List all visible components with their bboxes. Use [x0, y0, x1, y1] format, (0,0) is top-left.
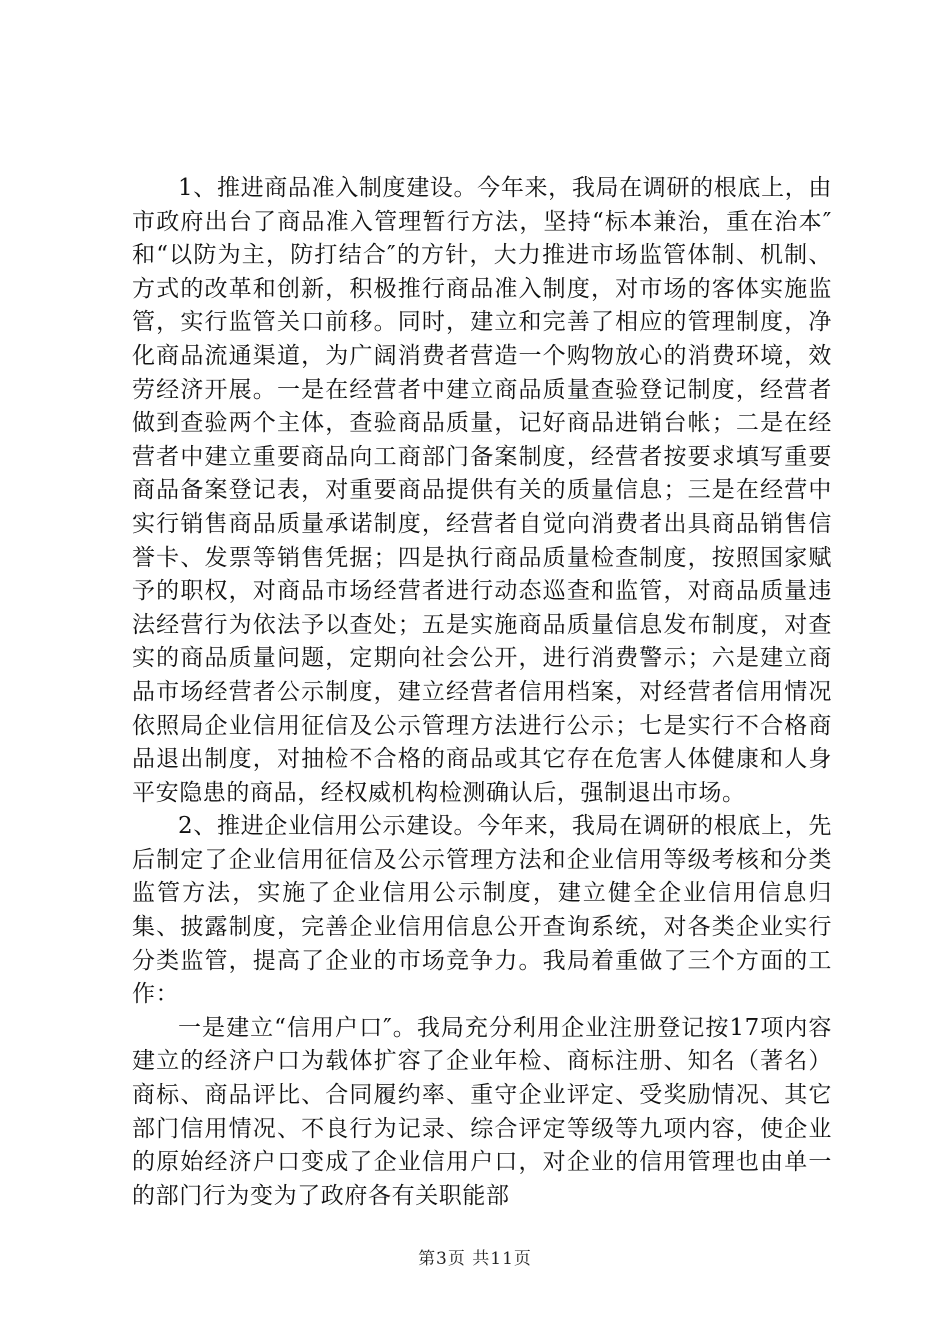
document-body: [132, 172, 832, 1213]
paragraph-credit-account: 一是建立“信用户口″。我局充分利用企业注册登记按17项内容建立的经济户口为载体扩容了企业年检、商标注册、知名（著名）商标、商品评比、合同履约率、重守企业评定、受奖励情况、其它部门信用情况、不良行为记录、综合评定等级等九项内容，使企业的原始经济户口变成了企业信用户口，对企业的信用管理也由单一的部门行为变为了政府各有关职能部: [132, 1014, 832, 1209]
paragraph-credit-disclosure: 2、推进企业信用公示建设。今年来，我局在调研的根底上，先后制定了企业信用征信及公示管理方法和企业信用等级考核和分类监管方法，实施了企业信用公示制度，建立健全企业信用信息归集、披露制度，完善企业信用信息公开查询系统，对各类企业实行分类监管，提高了企业的市场竞争力。我局着重做了三个方面的工作：: [132, 813, 832, 1008]
page-number-footer: 第3页 共11页: [418, 1249, 532, 1269]
paragraph-product-access: 1、推进商品准入制度建设。今年来，我局在调研的根底上，由市政府出台了商品准入管理暂行方法，坚持“标本兼治，重在治本″和“以防为主，防打结合″的方针，大力推进市场监管体制、机制、方式的改革和创新，积极推行商品准入制度，对市场的客体实施监管，实行监管关口前移。同时，建立和完善了相应的管理制度，净化商品流通渠道，为广阔消费者营造一个购物放心的消费环境，效劳经济开展。一是在经营者中建立商品质量查验登记制度，经营者做到查验两个主体，查验商品质量，记好商品进销台帐；二是在经营者中建立重要商品向工商部门备案制度，经营者按要求填写重要商品备案登记表，对重要商品提供有关的质量信息；三是在经营中实行销售商品质量承诺制度，经营者自觉向消费者出具商品销售信誉卡、发票等销售凭据；四是执行商品质量检查制度，按照国家赋予的职权，对商品市场经营者进行动态巡查和监管，对商品质量违法经营行为依法予以查处；五是实施商品质量信息发布制度，对查实的商品质量问题，定期向社会公开，进行消费警示；六是建立商品市场经营者公示制度，建立经营者信用档案，对经营者信用情况依照局企业信用征信及公示管理方法进行公示；七是实行不合格商品退出制度，对抽检不合格的商品或其它存在危害人体健康和人身平安隐患的商品，经权威机构检测确认后，强制退出市场。: [132, 175, 832, 806]
